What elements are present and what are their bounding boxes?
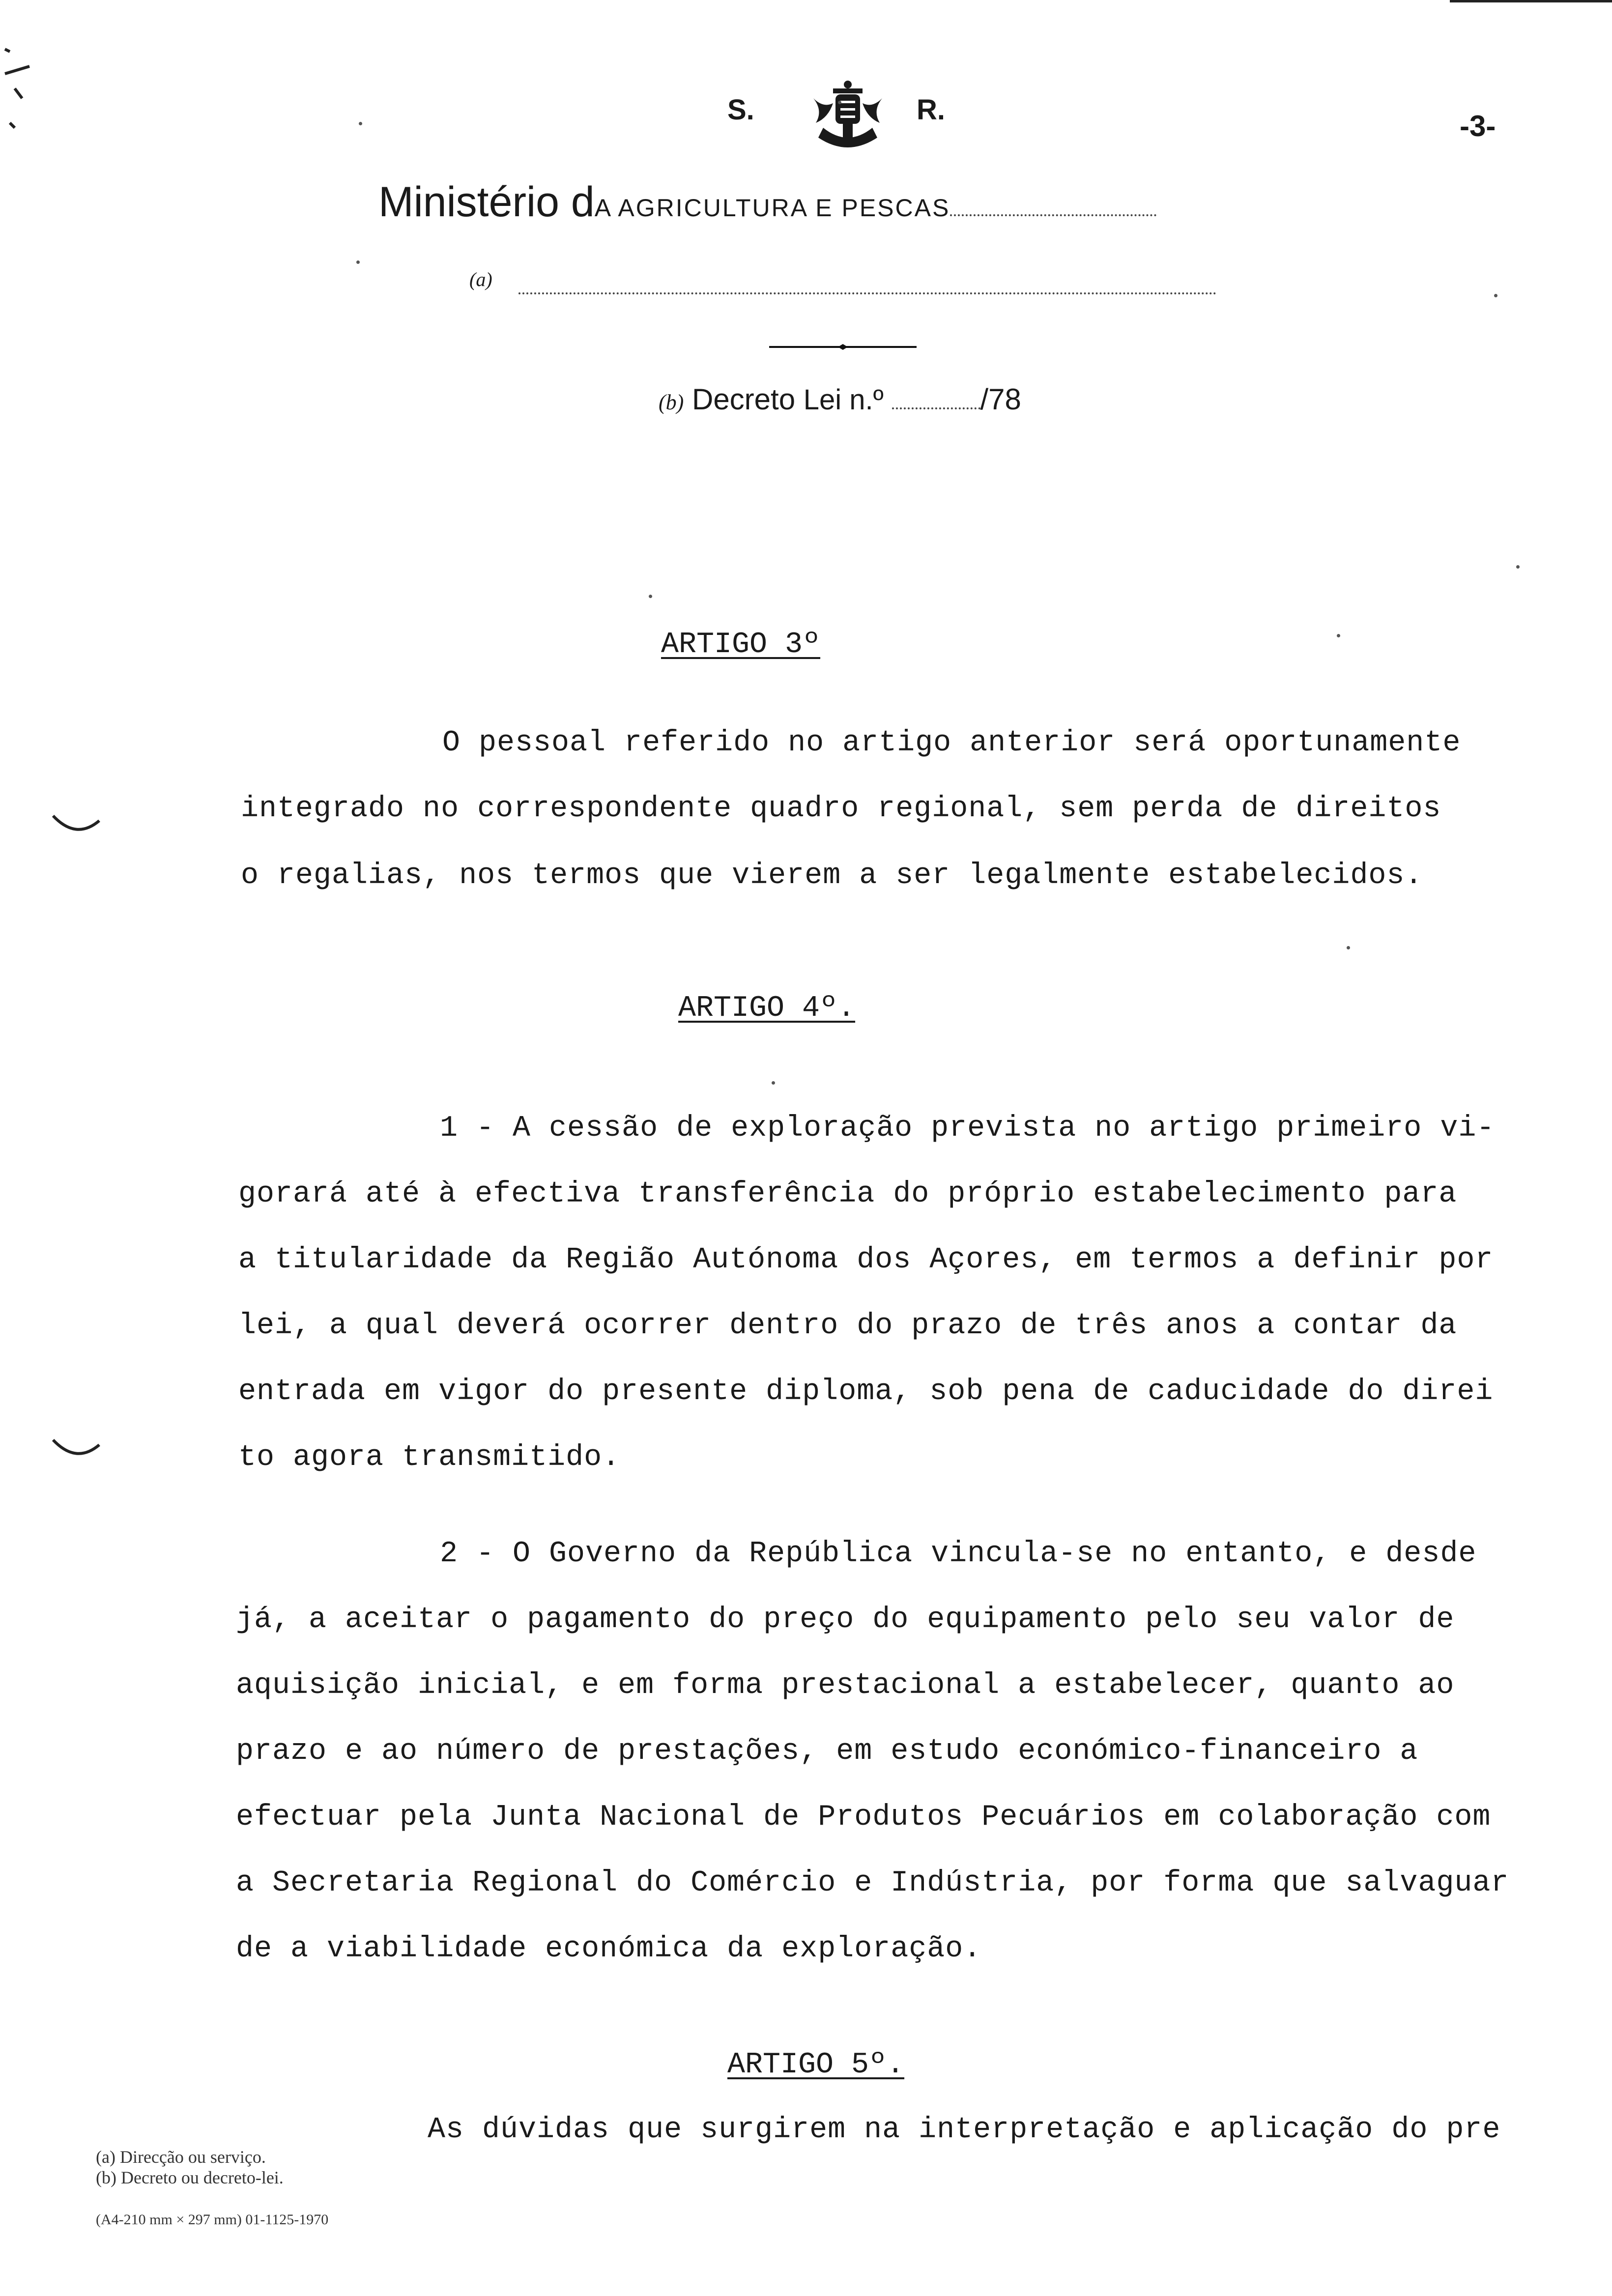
article-4-line: entrada em vigor do presente diploma, sob pena de caducidade do direi	[238, 1375, 1494, 1408]
article-4-line: a Secretaria Regional do Comércio e Indústria, por forma que salvaguar	[236, 1866, 1509, 1900]
scan-speck	[1337, 634, 1340, 637]
decree-word: Decreto	[691, 383, 796, 416]
letterhead-r: R.	[917, 94, 945, 126]
article-4-line: lei, a qual deverá ocorrer dentro do prazo de três anos a contar da	[238, 1309, 1457, 1343]
ministry-dotted-fill	[950, 214, 1156, 216]
article-4-line: efectuar pela Junta Nacional de Produtos Pecuários em colaboração com	[236, 1801, 1491, 1834]
article-4-line: prazo e ao número de prestações, em estudo económico-financeiro a	[236, 1735, 1418, 1768]
article-4-line: já, a aceitar o pagamento do preço do equipamento pelo seu valor de	[236, 1603, 1455, 1636]
article-4-line: de a viabilidade económica da exploração.	[236, 1932, 982, 1966]
article-4-line: a titularidade da Região Autónoma dos Açores, em termos a definir por	[238, 1243, 1494, 1277]
article-4-line: to agora transmitido.	[238, 1441, 621, 1474]
ministry-department: A AGRICULTURA E PESCAS	[594, 194, 950, 222]
scan-speck	[359, 122, 362, 125]
scan-speck	[1516, 565, 1520, 569]
direction-label: (a)	[469, 268, 492, 290]
article-5-line: As dúvidas que surgirem na interpretação e aplicação do pre	[428, 2113, 1501, 2147]
scan-speck	[838, 101, 841, 104]
decree-dotted-fill	[892, 407, 980, 409]
scan-speck	[1347, 946, 1350, 949]
article-3-line: o regalias, nos termos que vierem a ser legalmente estabelecidos.	[241, 859, 1423, 892]
ministry-prefix: Ministério d	[378, 178, 595, 226]
article-5-heading: ARTIGO 5º.	[727, 2048, 905, 2082]
scan-speck	[1494, 294, 1497, 297]
decree-label: (b)	[659, 390, 684, 414]
letterhead-s: S.	[727, 94, 754, 126]
article-4-line: 1 - A cessão de exploração prevista no artigo primeiro vi-	[440, 1112, 1495, 1145]
binder-hole-mark	[49, 1435, 103, 1464]
decree-lei-no: Lei n.º	[803, 384, 884, 416]
page-number: -3-	[1460, 110, 1496, 143]
article-4-line: gorará até à efectiva transferência do próprio estabelecimento para	[238, 1177, 1457, 1211]
scan-speck	[649, 595, 652, 598]
decree-year: /78	[980, 383, 1021, 416]
scan-speck	[356, 260, 360, 264]
article-3-heading: ARTIGO 3º	[661, 628, 821, 661]
article-4-line: aquisição inicial, e em forma prestacional a estabelecer, quanto ao	[236, 1669, 1455, 1702]
article-4-line: 2 - O Governo da República vincula-se no entanto, e desde	[440, 1537, 1477, 1571]
ornament-divider	[769, 344, 917, 350]
article-4-heading: ARTIGO 4º.	[678, 992, 856, 1025]
footnote: (b) Decreto ou decreto-lei.	[96, 2168, 284, 2187]
ministry-title	[378, 178, 1156, 227]
scan-speck	[772, 1081, 775, 1085]
footnote: (a) Direcção ou serviço.	[96, 2147, 266, 2167]
binder-hole-mark	[49, 811, 103, 840]
decree-line	[659, 382, 1021, 416]
form-stamp: (A4-210 mm × 297 mm) 01-1125-1970	[96, 2211, 329, 2228]
article-3-line: integrado no correspondente quadro regional, sem perda de direitos	[241, 792, 1441, 826]
article-3-line: O pessoal referido no artigo anterior será oportunamente	[442, 726, 1461, 760]
coat-of-arms-icon	[804, 79, 892, 152]
edge-scribble-mark	[0, 39, 49, 138]
direction-dotted-line	[518, 292, 1216, 294]
top-border-rule	[1450, 0, 1612, 2]
